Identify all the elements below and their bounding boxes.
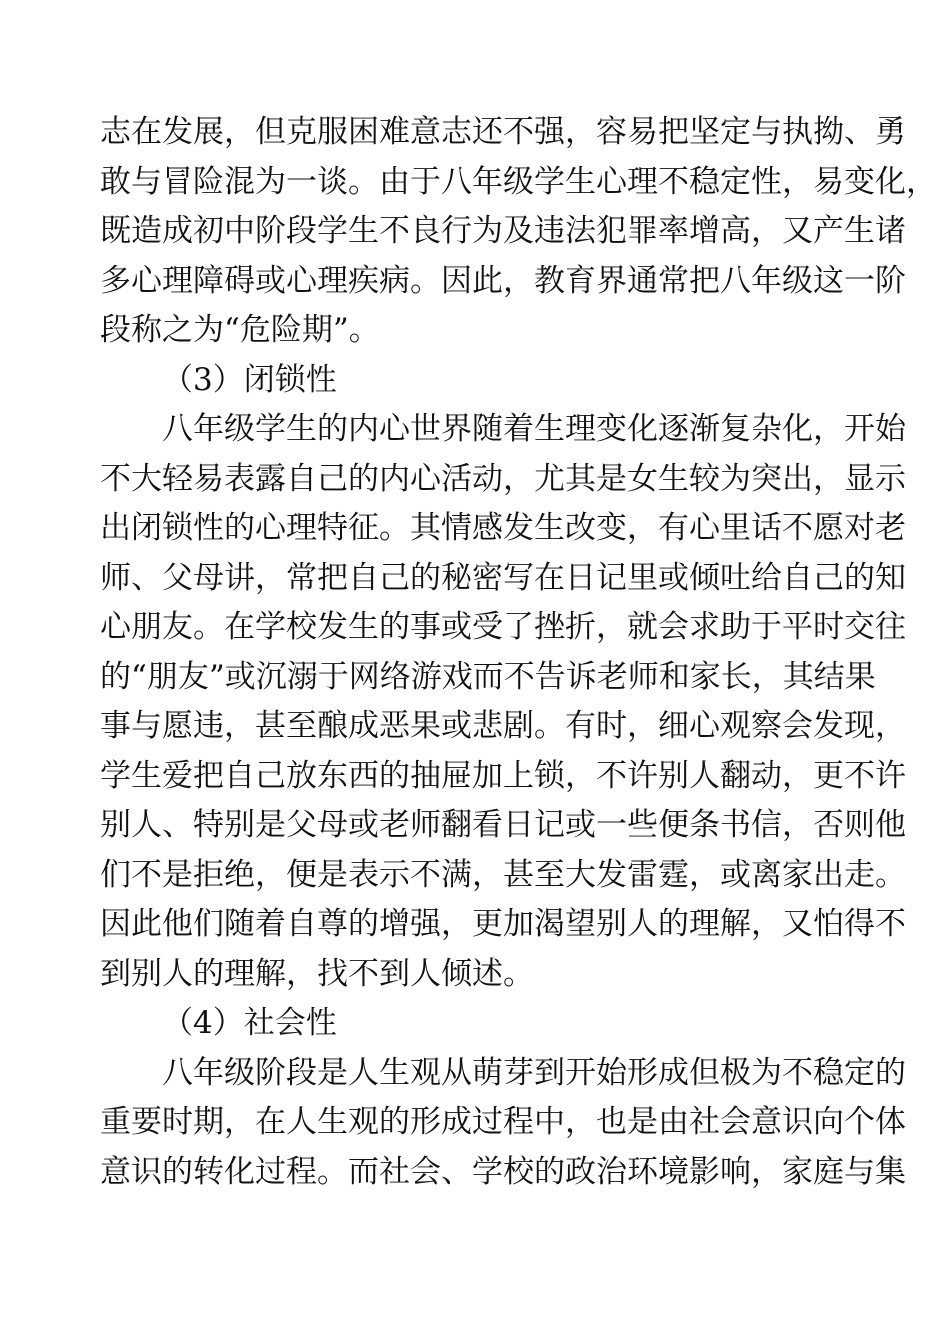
- text-line: 不大轻易表露自己的内心活动，尤其是女生较为突出，显示: [100, 460, 906, 497]
- text-line: 志在发展，但克服困难意志还不强，容易把坚定与执拗、勇: [100, 114, 906, 150]
- paragraph-first-line: 八年级学生的内心世界随着生理变化逐渐复杂化，开始: [162, 411, 906, 447]
- text-line: 出闭锁性的心理特征。其情感发生改变，有心里话不愿对老: [100, 510, 906, 546]
- text-line: 们不是拒绝，便是表示不满，甚至大发雷霆，或离家出走。: [100, 856, 906, 893]
- text-line: 意识的转化过程。而社会、学校的政治环境影响，家庭与集: [100, 1153, 906, 1190]
- text-line: 多心理障碍或心理疾病。因此，教育界通常把八年级这一阶: [100, 262, 906, 299]
- text-line: 的“朋友”或沉溺于网络游戏而不告诉老师和家长，其结果: [100, 658, 876, 695]
- text-line: 心朋友。在学校发生的事或受了挫折，就会求助于平时交往: [100, 609, 906, 645]
- text-line: 敢与冒险混为一谈。由于八年级学生心理不稳定性，易变化，: [100, 163, 937, 200]
- text-line: 师、父母讲，常把自己的秘密写在日记里或倾吐给自己的知: [100, 559, 906, 596]
- text-line: 因此他们随着自尊的增强，更加渴望别人的理解，又怕得不: [100, 906, 906, 942]
- document-body: [100, 108, 937, 1197]
- text-line: 既造成初中阶段学生不良行为及违法犯罪率增高，又产生诸: [100, 213, 906, 249]
- text-line: 学生爱把自己放东西的抽屉加上锁，不许别人翻动，更不许: [100, 757, 906, 794]
- text-line: 别人、特别是父母或老师翻看日记或一些便条书信，否则他: [100, 807, 906, 843]
- paragraph-first-line: 八年级阶段是人生观从萌芽到开始形成但极为不稳定的: [162, 1054, 906, 1091]
- text-line: 重要时期，在人生观的形成过程中，也是由社会意识向个体: [100, 1104, 906, 1140]
- section-heading-closedness: （3）闭锁性: [162, 361, 337, 398]
- text-line: 段称之为“危险期”。: [100, 312, 380, 348]
- text-line: 到别人的理解，找不到人倾述。: [100, 955, 534, 992]
- section-heading-sociality: （4）社会性: [162, 1005, 337, 1041]
- text-line: 事与愿违，甚至酿成恶果或悲剧。有时，细心观察会发现，: [100, 708, 906, 744]
